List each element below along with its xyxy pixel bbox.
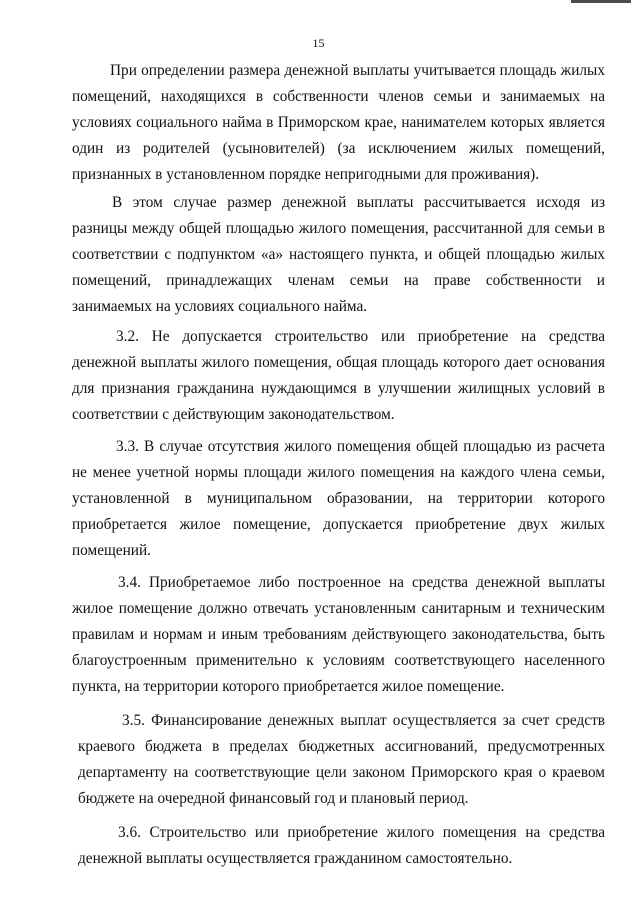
- paragraph-clause-3-5: 3.5. Финансирование денежных выплат осуществляется за счет средств краевого бюджета в пределах бюджетных ассигнований, предусмотренных департаменту на соответствующие цели законом Приморского края о краевом бюджете на очередной финансовый год и плановый период.: [78, 712, 605, 807]
- document-body: [72, 58, 605, 872]
- paragraph-payment-difference: В этом случае размер денежной выплаты рассчитывается исходя из разницы между общей площадью жилого помещения, рассчитанной для семьи в соответствии с подпунктом «а» настоящего пункта, и общей площадью жилых помещений, принадлежащих членам семьи на праве собственности и занимаемых на условиях социального найма.: [72, 194, 605, 315]
- paragraph-clause-3-6: 3.6. Строительство или приобретение жилого помещения на средства денежной выплаты осуществляется гражданином самостоятельно.: [78, 824, 605, 867]
- paragraph-clause-3-3: 3.3. В случае отсутствия жилого помещения общей площадью из расчета не менее учетной нормы площади жилого помещения на каждого члена семьи, установленной в муниципальном образовании, на территории которого приобретается жилое помещение, допускается приобретение двух жилых помещений.: [72, 438, 605, 559]
- page-number: 15: [312, 36, 325, 50]
- paragraph-clause-3-2: 3.2. Не допускается строительство или приобретение на средства денежной выплаты жилого помещения, общая площадь которого дает основания для признания гражданина нуждающимся в улучшении жилищных условий в соответствии с действующим законодательством.: [72, 328, 605, 423]
- paragraph-clause-3-4: 3.4. Приобретаемое либо построенное на средства денежной выплаты жилое помещение должно отвечать установленным санитарным и техническим правилам и нормам и иным требованиям действующего законодательства, быть благоустроенным применительно к условиям соответствующего населенного пункта, на территории которого приобретается жилое помещение.: [72, 574, 605, 695]
- scan-edge-mark: [571, 0, 631, 3]
- paragraph-housing-area-calculation: При определении размера денежной выплаты учитывается площадь жилых помещений, находящихся в собственности членов семьи и занимаемых на условиях социального найма в Приморском крае, нанимателем которых является один из родителей (усыновителей) (за исключением жилых помещений, признанных в установленном порядке непригодными для проживания).: [72, 62, 605, 183]
